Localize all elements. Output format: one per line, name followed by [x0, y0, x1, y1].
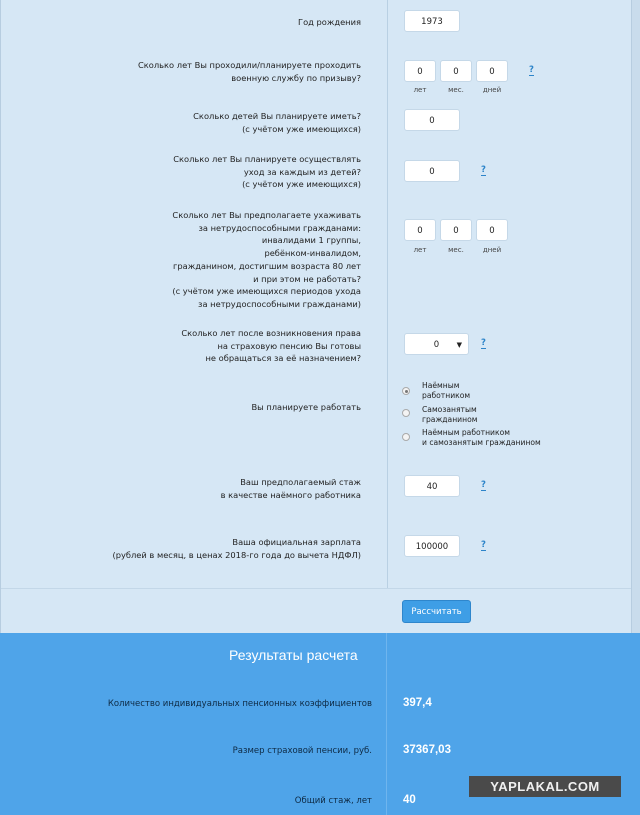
- dropdown-arrow-icon: ▼: [456, 341, 462, 349]
- label-line: за нетрудоспособными гражданами): [198, 298, 361, 309]
- child-care-help-icon[interactable]: ?: [481, 165, 486, 175]
- watermark-logo: YAPLAKAL.COM: [469, 776, 621, 797]
- option-line: Самозанятым: [422, 405, 477, 414]
- label-line: (с учётом уже имеющихся): [242, 179, 361, 190]
- label-line: (с учётом уже имеющихся): [242, 123, 361, 134]
- months-unit: мес.: [448, 86, 464, 94]
- label-line: (рублей в месяц, в ценах 2018-го года до вычета НДФЛ): [112, 549, 361, 560]
- work-type-option-both: [422, 428, 541, 448]
- care-days-input[interactable]: 0: [476, 219, 508, 241]
- work-type-radio-both[interactable]: [402, 433, 410, 441]
- label-line: Ваша официальная зарплата: [232, 537, 361, 547]
- salary-help-icon[interactable]: ?: [481, 540, 486, 550]
- label-line: (с учётом уже имеющихся периодов ухода: [172, 286, 361, 297]
- option-line: гражданином: [422, 415, 478, 424]
- results-divider: [386, 633, 387, 815]
- label-line: Сколько лет Вы планируете осуществлять: [173, 154, 361, 164]
- days-unit: дней: [482, 246, 502, 254]
- military-months-input[interactable]: 0: [440, 60, 472, 82]
- label-line: Вы планируете работать: [251, 402, 361, 412]
- deferral-help-icon[interactable]: ?: [481, 338, 486, 348]
- label-line: Год рождения: [298, 17, 361, 27]
- label-line: в качестве наёмного работника: [220, 489, 361, 500]
- salary-label: [61, 536, 361, 561]
- label-line: военную службу по призыву?: [231, 72, 361, 83]
- label-line: инвалидами 1 группы,: [261, 235, 361, 246]
- work-type-option-self-employed: [422, 405, 477, 425]
- care-months-input[interactable]: 0: [440, 219, 472, 241]
- months-unit: мес.: [448, 246, 464, 254]
- deferral-label: [61, 327, 361, 365]
- label-line: Сколько лет после возникновения права: [181, 328, 361, 338]
- label-line: гражданином, достигшим возраста 80 лет: [173, 260, 361, 271]
- experience-help-icon[interactable]: ?: [481, 480, 486, 490]
- label-line: Сколько детей Вы планируете иметь?: [193, 111, 361, 121]
- years-unit: лет: [413, 86, 427, 94]
- experience-label: [61, 476, 361, 501]
- option-line: Наёмным работником: [422, 428, 510, 437]
- form-separator: [1, 588, 631, 589]
- label-line: за нетрудоспособными гражданами:: [198, 222, 361, 233]
- deferral-select[interactable]: [404, 333, 469, 355]
- result-value-pension: 37367,03: [403, 744, 451, 756]
- label-line: уход за каждым из детей?: [243, 166, 361, 177]
- work-type-radio-employee[interactable]: [402, 387, 410, 395]
- disabled-care-label: [61, 209, 361, 311]
- military-service-label: [61, 59, 361, 84]
- days-unit: дней: [482, 86, 502, 94]
- column-divider: [387, 0, 388, 588]
- result-label-pension: Размер страховой пенсии, руб.: [232, 746, 372, 756]
- option-line: Наёмным: [422, 381, 460, 390]
- work-type-option-employee: [422, 381, 470, 401]
- child-care-label: [61, 153, 361, 191]
- label-line: и при этом не работать?: [253, 273, 361, 284]
- military-days-input[interactable]: 0: [476, 60, 508, 82]
- care-years-input[interactable]: 0: [404, 219, 436, 241]
- birth-year-input[interactable]: 1973: [404, 10, 460, 32]
- deferral-selected-value: 0: [433, 340, 440, 350]
- option-line: работником: [422, 391, 471, 400]
- label-line: Ваш предполагаемый стаж: [240, 477, 361, 487]
- work-type-label: [61, 401, 361, 414]
- result-value-ipk: 397,4: [403, 697, 432, 709]
- experience-input[interactable]: 40: [404, 475, 460, 497]
- option-line: и самозанятым гражданином: [422, 438, 541, 447]
- label-line: ребёнком-инвалидом,: [264, 248, 361, 259]
- child-care-input[interactable]: 0: [404, 160, 460, 182]
- label-line: Сколько лет Вы предполагаете ухаживать: [172, 210, 361, 220]
- military-help-icon[interactable]: ?: [529, 65, 534, 75]
- military-years-input[interactable]: 0: [404, 60, 436, 82]
- result-label-total-experience: Общий стаж, лет: [294, 796, 372, 806]
- result-label-ipk: Количество индивидуальных пенсионных коэффициентов: [107, 699, 372, 709]
- label-line: не обращаться за её назначением?: [205, 353, 361, 364]
- years-unit: лет: [413, 246, 427, 254]
- work-type-radio-self-employed[interactable]: [402, 409, 410, 417]
- label-line: на страховую пенсию Вы готовы: [217, 340, 361, 351]
- children-count-label: [61, 110, 361, 135]
- salary-input[interactable]: 100000: [404, 535, 460, 557]
- label-line: Сколько лет Вы проходили/планируете проходить: [137, 60, 361, 70]
- birth-year-label: [61, 16, 361, 29]
- results-title: Результаты расчета: [229, 647, 358, 663]
- result-value-total-experience: 40: [403, 794, 416, 806]
- calculate-button[interactable]: Рассчитать: [402, 600, 471, 623]
- children-count-input[interactable]: 0: [404, 109, 460, 131]
